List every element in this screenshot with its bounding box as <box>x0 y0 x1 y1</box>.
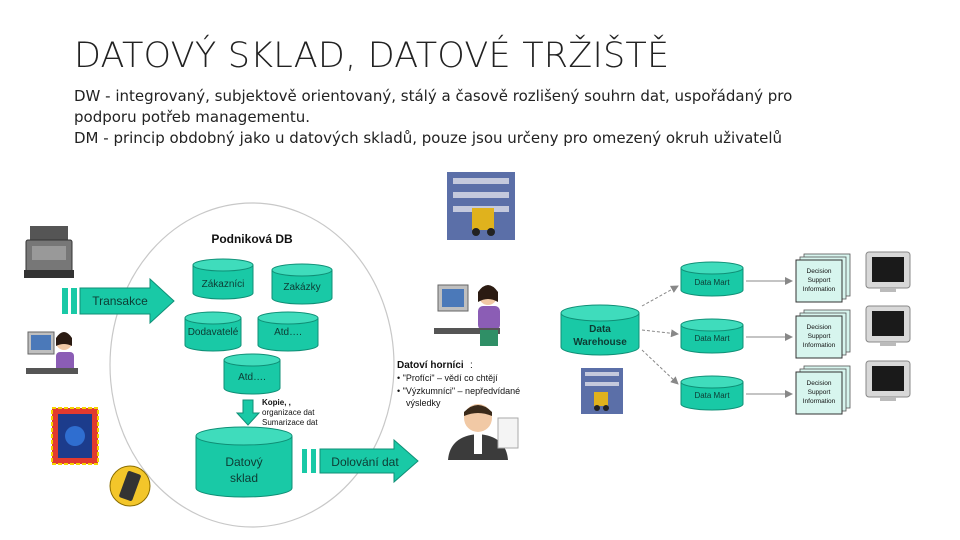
data-mart-2 <box>681 319 743 353</box>
dw-definition-line2: podporu potřeb managementu. <box>74 108 311 126</box>
connector-arrow-2 <box>642 330 678 334</box>
svg-text:Data Mart: Data Mart <box>694 334 730 343</box>
svg-text:Information: Information <box>802 398 836 405</box>
businessman-icon <box>448 404 518 460</box>
cylinder-atd-2 <box>224 354 280 394</box>
data-mart-3 <box>681 376 743 410</box>
stamp-icon <box>52 408 98 464</box>
dataminers-text <box>397 360 520 408</box>
cash-register-icon <box>24 226 74 278</box>
enterprise-db-label: Podniková DB <box>211 232 293 246</box>
svg-text::: : <box>470 360 473 371</box>
svg-text:Information: Information <box>802 286 836 293</box>
person-computer-icon <box>26 332 78 374</box>
datovy-sklad-cylinder <box>196 427 292 497</box>
svg-text:Information: Information <box>802 342 836 349</box>
page-title: DATOVÝ SKLAD, DATOVÉ TRŽIŠTĚ <box>74 36 670 76</box>
dsi-stack-1 <box>796 254 850 302</box>
monitor-icon <box>866 252 910 292</box>
svg-text:Atd….: Atd…. <box>274 327 302 338</box>
cylinder-dodavatele <box>185 312 241 351</box>
cylinder-zakaznici <box>193 259 253 299</box>
svg-text:Data Mart: Data Mart <box>694 391 730 400</box>
cylinder-zakazky <box>272 264 332 304</box>
svg-text:Decision: Decision <box>806 324 832 331</box>
connector-arrow-1 <box>642 286 678 306</box>
cylinder-atd-1 <box>258 312 318 351</box>
monitor-icon <box>866 361 910 401</box>
svg-text:Support: Support <box>807 277 831 284</box>
dsi-stack-2 <box>796 310 850 358</box>
dm-definition: DM - princip obdobný jako u datových skladů, pouze jsou určeny pro omezený okruh uživatelů <box>74 129 783 147</box>
svg-text:Zakázky: Zakázky <box>283 282 321 293</box>
svg-text:Support: Support <box>807 333 831 340</box>
svg-text:Decision: Decision <box>806 380 832 387</box>
svg-text:Data Mart: Data Mart <box>694 278 730 287</box>
monitor-icon <box>866 306 910 346</box>
svg-text:Dodavatelé: Dodavatelé <box>187 327 239 338</box>
connector-arrow-3 <box>642 350 678 384</box>
svg-text:• "Profíci" – vědí co chtějí: • "Profíci" – vědí co chtějí <box>397 373 498 383</box>
svg-text:Warehouse: Warehouse <box>573 337 627 348</box>
data-mart-1 <box>681 262 743 296</box>
svg-text:výsledky: výsledky <box>406 398 441 408</box>
svg-text:organizace dat: organizace dat <box>262 408 315 417</box>
svg-text:Decision: Decision <box>806 268 832 275</box>
data-warehouse-cylinder <box>561 305 639 355</box>
svg-text:Dolování dat: Dolování dat <box>331 455 399 469</box>
svg-text:Sumarizace dat: Sumarizace dat <box>262 418 318 427</box>
warehouse-forklift-icon <box>581 368 623 414</box>
svg-text:Kopie, ,: Kopie, , <box>262 398 291 407</box>
svg-text:Data: Data <box>589 324 611 335</box>
svg-text:Support: Support <box>807 389 831 396</box>
svg-text:Zákazníci: Zákazníci <box>201 279 245 290</box>
person-computer-icon <box>434 285 500 346</box>
dw-definition-line1: DW - integrovaný, subjektově orientovaný, stálý a časově rozlišený souhrn dat, uspořádaný pro <box>74 87 793 105</box>
svg-text:Transakce: Transakce <box>92 294 148 308</box>
dsi-stack-3 <box>796 366 850 414</box>
svg-text:Atd….: Atd…. <box>238 372 266 383</box>
warehouse-forklift-icon <box>447 172 515 240</box>
mobile-phone-icon <box>110 466 150 506</box>
svg-text:sklad: sklad <box>229 471 259 485</box>
svg-text:• "Výzkumníci" – nepředvídané: • "Výzkumníci" – nepředvídané <box>397 386 521 396</box>
svg-text:Datový: Datový <box>225 455 263 469</box>
svg-text:Datoví horníci: Datoví horníci <box>397 360 464 371</box>
